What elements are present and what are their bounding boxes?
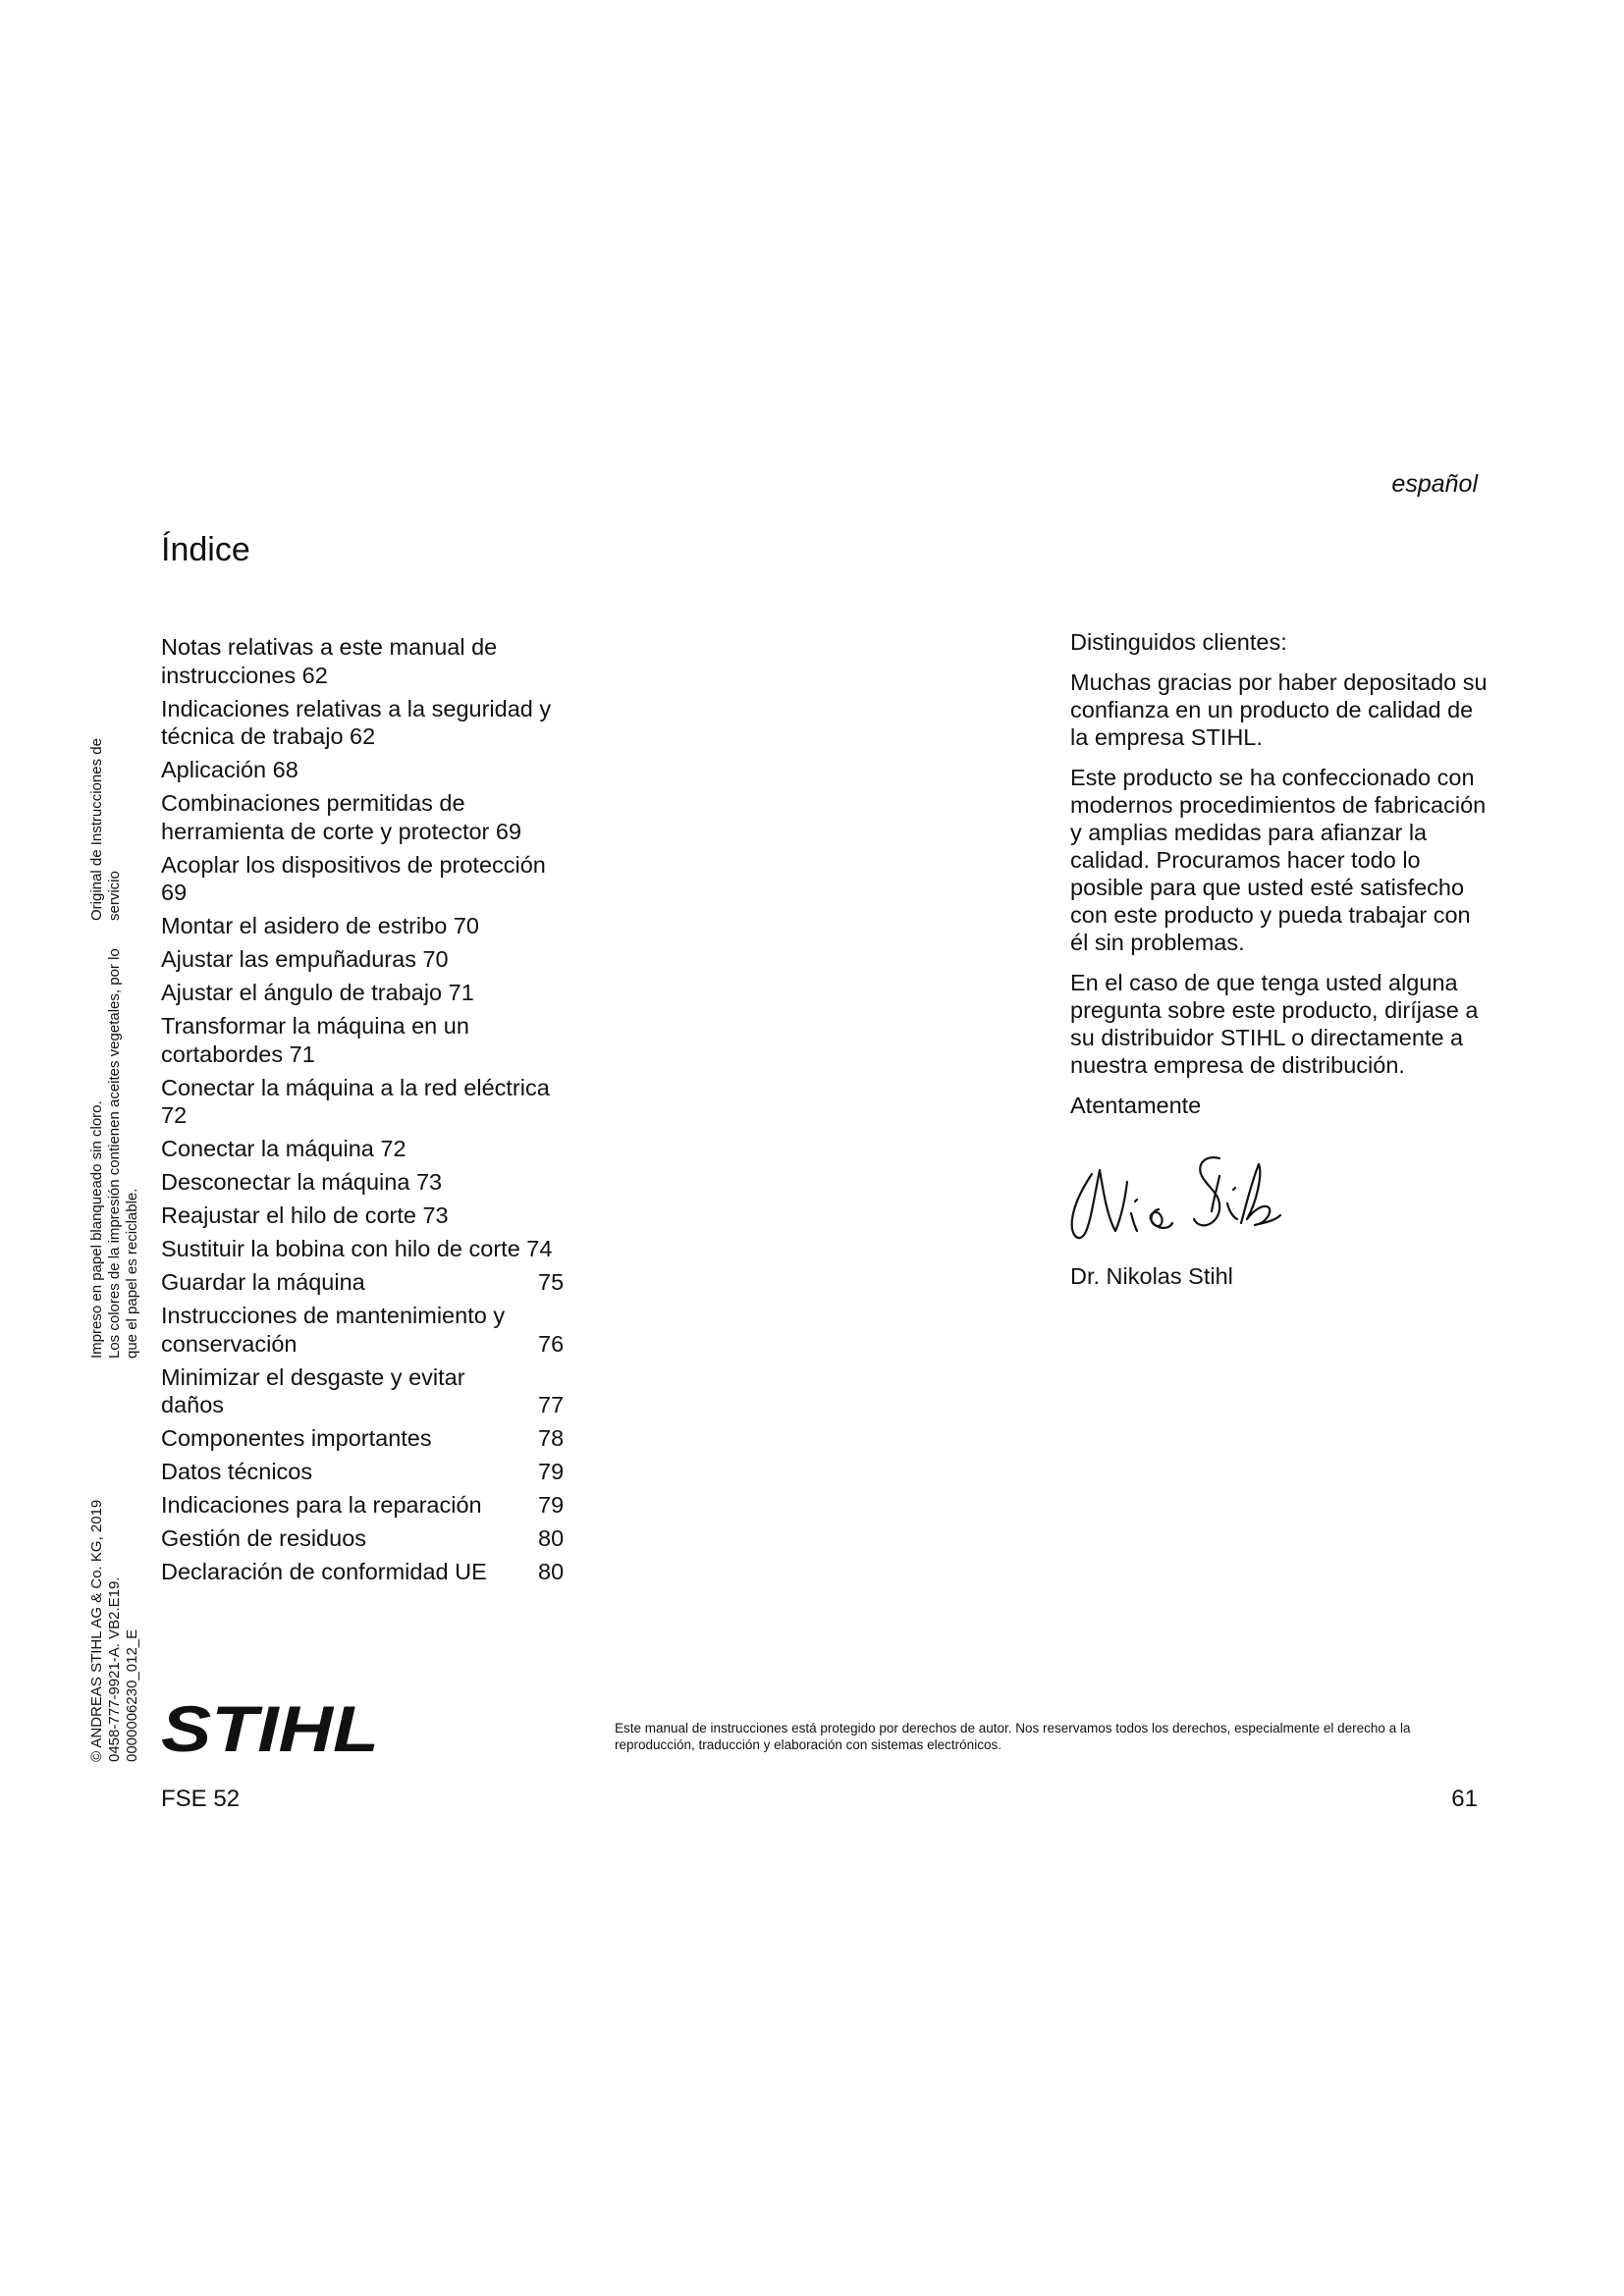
toc-entry: Ajustar las empuñaduras 70 bbox=[161, 946, 449, 972]
toc-entry-title: Instrucciones de mantenimiento y conservación bbox=[161, 1303, 506, 1357]
toc-entry-page: 77 bbox=[538, 1392, 565, 1417]
imprint-original: Original de Instrucciones de bbox=[88, 738, 105, 921]
language-label: español bbox=[1391, 470, 1478, 498]
toc-entry: Reajustar el hilo de corte 73 bbox=[161, 1202, 449, 1228]
toc-entry: Conectar la máquina a la red eléctrica 72 bbox=[161, 1074, 550, 1128]
toc-entry-title: Declaración de conformidad UE bbox=[161, 1559, 487, 1584]
letter-paragraph: En el caso de que tenga usted alguna pregunta sobre este producto, diríjase a su distribuidor STIHL o directamente a nuestra empresa de distribución. bbox=[1070, 970, 1479, 1078]
toc-entry bbox=[161, 1458, 573, 1486]
toc-entry-page: 79 bbox=[538, 1459, 565, 1484]
imprint-part-number: 0458-777-9921-A. VB2.E19. bbox=[106, 1576, 123, 1762]
stihl-logo bbox=[161, 1696, 387, 1757]
toc-entry-page: 80 bbox=[538, 1559, 565, 1584]
toc-entry-page: 80 bbox=[538, 1525, 565, 1551]
toc-entry-title: Minimizar el desgaste y evitar daños bbox=[161, 1363, 465, 1417]
toc-entry: Sustituir la bobina con hilo de corte 74 bbox=[161, 1236, 553, 1261]
signer-name: Dr. Nikolas Stihl bbox=[1070, 1263, 1233, 1289]
imprint-paper-note: que el papel es reciclable. bbox=[124, 1188, 140, 1359]
imprint-code: 0000006230_012_E bbox=[124, 1629, 140, 1762]
page-number: 61 bbox=[1451, 1786, 1478, 1812]
toc-entry: Conectar la máquina 72 bbox=[161, 1136, 406, 1161]
toc-entry bbox=[161, 1363, 573, 1419]
toc-entry: Notas relativas a este manual de instrucciones 62 bbox=[161, 634, 498, 688]
toc-entry bbox=[161, 1424, 573, 1453]
index-title: Índice bbox=[161, 531, 250, 568]
toc-entry bbox=[161, 1268, 573, 1297]
toc-entry: Indicaciones relativas a la seguridad y técnica de trabajo 62 bbox=[161, 695, 552, 749]
letter-paragraph: Este producto se ha confeccionado con modernos procedimientos de fabricación y amplias medidas para afianzar la calidad. Procuramos hacer todo lo posible para que usted esté satisfecho con este producto y pueda trabajar con él sin problemas. bbox=[1070, 765, 1487, 955]
toc-entry: Desconectar la máquina 73 bbox=[161, 1169, 443, 1195]
toc-entry bbox=[161, 1302, 573, 1358]
letter-greeting: Distinguidos clientes: bbox=[1070, 629, 1287, 655]
imprint-original: servicio bbox=[106, 871, 123, 921]
toc-entry-title: Indicaciones para la reparación bbox=[161, 1492, 482, 1518]
imprint-paper-note: Los colores de la impresión contienen aceites vegetales, por lo bbox=[106, 948, 123, 1359]
imprint-copyright: © ANDREAS STIHL AG & Co. KG, 2019 bbox=[88, 1499, 105, 1762]
imprint-paper-note: Impreso en papel blanqueado sin cloro. bbox=[88, 1100, 105, 1359]
toc-entry-page: 76 bbox=[538, 1330, 565, 1357]
toc-entry: Ajustar el ángulo de trabajo 71 bbox=[161, 980, 474, 1005]
signature bbox=[1062, 1141, 1284, 1251]
letter-paragraph: Muchas gracias por haber depositado su confianza en un producto de calidad de la empresa STIHL. bbox=[1070, 669, 1488, 750]
toc-entry-title: Componentes importantes bbox=[161, 1425, 432, 1451]
toc-entry-title: Gestión de residuos bbox=[161, 1525, 367, 1551]
toc-entry-title: Datos técnicos bbox=[161, 1459, 313, 1484]
model-number: FSE 52 bbox=[161, 1786, 241, 1812]
svg-text:STIHL: STIHL bbox=[161, 1696, 379, 1757]
toc-entry: Transformar la máquina en un cortabordes 71 bbox=[161, 1013, 469, 1067]
toc-entry bbox=[161, 1558, 573, 1586]
toc-entry-page: 79 bbox=[538, 1492, 565, 1518]
toc-entry: Aplicación 68 bbox=[161, 757, 298, 782]
toc-entry: Montar el asidero de estribo 70 bbox=[161, 913, 479, 938]
toc-entry-title: Guardar la máquina bbox=[161, 1269, 365, 1295]
toc-entry: Acoplar los dispositivos de protección 69 bbox=[161, 851, 546, 905]
table-of-contents bbox=[161, 633, 573, 1591]
toc-entry bbox=[161, 1524, 573, 1553]
toc-entry bbox=[161, 1491, 573, 1520]
toc-entry-page: 75 bbox=[538, 1269, 565, 1295]
letter-closing: Atentamente bbox=[1070, 1093, 1202, 1118]
toc-entry-page: 78 bbox=[538, 1425, 565, 1451]
toc-entry: Combinaciones permitidas de herramienta de corte y protector 69 bbox=[161, 790, 522, 844]
copyright-notice: Este manual de instrucciones está protegido por derechos de autor. Nos reservamos todos los derechos, especialmente el derecho a la reproducción, traducción y elaboración con sistemas electrónicos. bbox=[615, 1721, 1411, 1752]
customer-letter bbox=[1070, 628, 1492, 1132]
